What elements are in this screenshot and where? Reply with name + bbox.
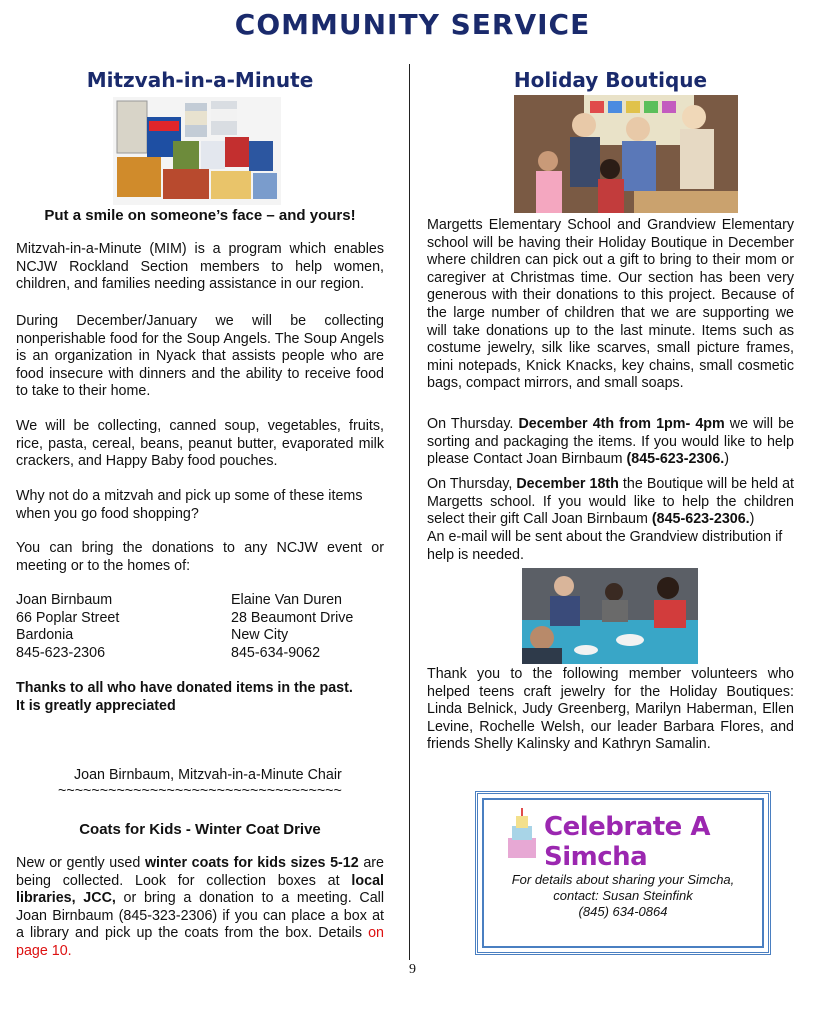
jewelry-crafting-photo — [522, 568, 698, 664]
sorting-day-paragraph: On Thursday. December 4th from 1pm- 4pm we will be sorting and packaging the items. If you would like to help please Contact Joan Birnbaum (845-623-2306.) — [427, 416, 794, 468]
contact-street: 28 Beaumont Drive — [231, 609, 354, 626]
grandview-email-note: An e-mail will be sent about the Grandview distribution if help is needed. — [427, 529, 783, 563]
mitzvah-tagline: Put a smile on someone’s face – and yours! — [44, 207, 356, 224]
soup-angels-paragraph: During December/January we will be collecting nonperishable food for the Soup Angels. The Soup Angels is an organization in Nyack that assists people who are food insecure with dinners and the ability to receive food to take to their home. — [16, 313, 384, 400]
celebrate-simcha-logo: Celebrate A Simcha — [544, 812, 710, 872]
coats-heading: Coats for Kids - Winter Coat Drive — [79, 821, 321, 838]
contact-name: Elaine Van Duren — [231, 592, 343, 608]
volunteers-thanks-paragraph: Thank you to the following member volunteers who helped teens craft jewelry for the Holiday Boutiques: Linda Belnick, Judy Greenberg, Marilyn Haberman, Ellen Levine, Rochelle Welsh, our leader Barbara Flores, and friends Shelly Kalinsky and Kathryn Samalin. — [427, 666, 794, 753]
boutique-intro-paragraph: Margetts Elementary School and Grandview Elementary school will be having their Holiday Boutique in December where children can pick out a gift to bring to their mom or caregiver at Christmas time. Our section has been very generous with their donations to this project. Because of the large number of children that we are supporting we will take donations up to the last minute. Items such as costume jewelry, silk like scarves, small picture frames, mini notepads, Knick Knacks, key chains, small cosmetic bags, compact mirrors, and small soaps. — [427, 217, 794, 392]
simcha-line-2: contact: Susan Steinfink — [553, 888, 693, 903]
mim-intro-paragraph: Mitzvah-in-a-Minute (MIM) is a program which enables NCJW Rockland Section members to help women, children, and families needing assistance in our region. — [16, 241, 384, 293]
page-number: 9 — [409, 962, 416, 977]
contact-town: New City — [231, 627, 289, 644]
thanks-note — [16, 680, 384, 715]
simcha-contact — [484, 872, 762, 920]
collection-items-paragraph: We will be collecting, canned soup, vegetables, fruits, rice, pasta, cereal, beans, peanut butter, evaporated milk crackers, and Happy Baby food pouches. — [16, 418, 384, 470]
contact-town: Bardonia — [16, 627, 74, 644]
thanks-line-1: Thanks to all who have donated items in the past. — [16, 680, 353, 696]
thanks-line-2: It is greatly appreciated — [16, 697, 176, 714]
contact-joan — [16, 592, 119, 662]
boutique-heading: Holiday Boutique — [513, 68, 708, 92]
page-title: COMMUNITY SERVICE — [234, 8, 591, 41]
page-10-link[interactable]: on page 10. — [16, 925, 384, 959]
simcha-line-1: For details about sharing your Simcha, — [511, 872, 735, 887]
mitzvah-heading: Mitzvah-in-a-Minute — [86, 68, 314, 92]
simcha-cake-icon — [502, 808, 542, 862]
mitzvah-suggestion-paragraph: Why not do a mitzvah and pick up some of these items when you go food shopping? — [16, 488, 363, 522]
contact-phone: 845-634-9062 — [231, 644, 321, 661]
celebrate-simcha-box — [475, 791, 771, 955]
donation-locations-paragraph: You can bring the donations to any NCJW event or meeting or to the homes of: — [16, 540, 384, 574]
boutique-photo — [514, 95, 738, 213]
column-divider — [409, 64, 410, 960]
coats-paragraph: New or gently used winter coats for kids sizes 5-12 are being collected. Look for collection boxes at local libraries, JCC, or bring a donation to a meeting. Call Joan Birnbaum (845-323-2306) if you can place a box at a library and pick up the coats from the box. Details on page 10. — [16, 855, 384, 959]
boutique-day-paragraph: On Thursday, December 18th the Boutique will be held at Margetts school. If you would like to help the children select their gift Call Joan Birnbaum (845-623-2306.) — [427, 476, 795, 528]
chair-signature: Joan Birnbaum, Mitzvah-in-a-Minute Chair — [74, 767, 342, 783]
contact-street: 66 Poplar Street — [16, 609, 120, 626]
contact-name: Joan Birnbaum — [16, 592, 113, 608]
food-donations-photo — [113, 97, 281, 205]
contact-elaine — [231, 592, 353, 662]
contact-phone: 845-623-2306 — [16, 644, 106, 661]
tilde-separator: ~~~~~~~~~~~~~~~~~~~~~~~~~~~~~~~~~~ — [58, 783, 342, 799]
simcha-line-3: (845) 634-0864 — [578, 904, 668, 919]
